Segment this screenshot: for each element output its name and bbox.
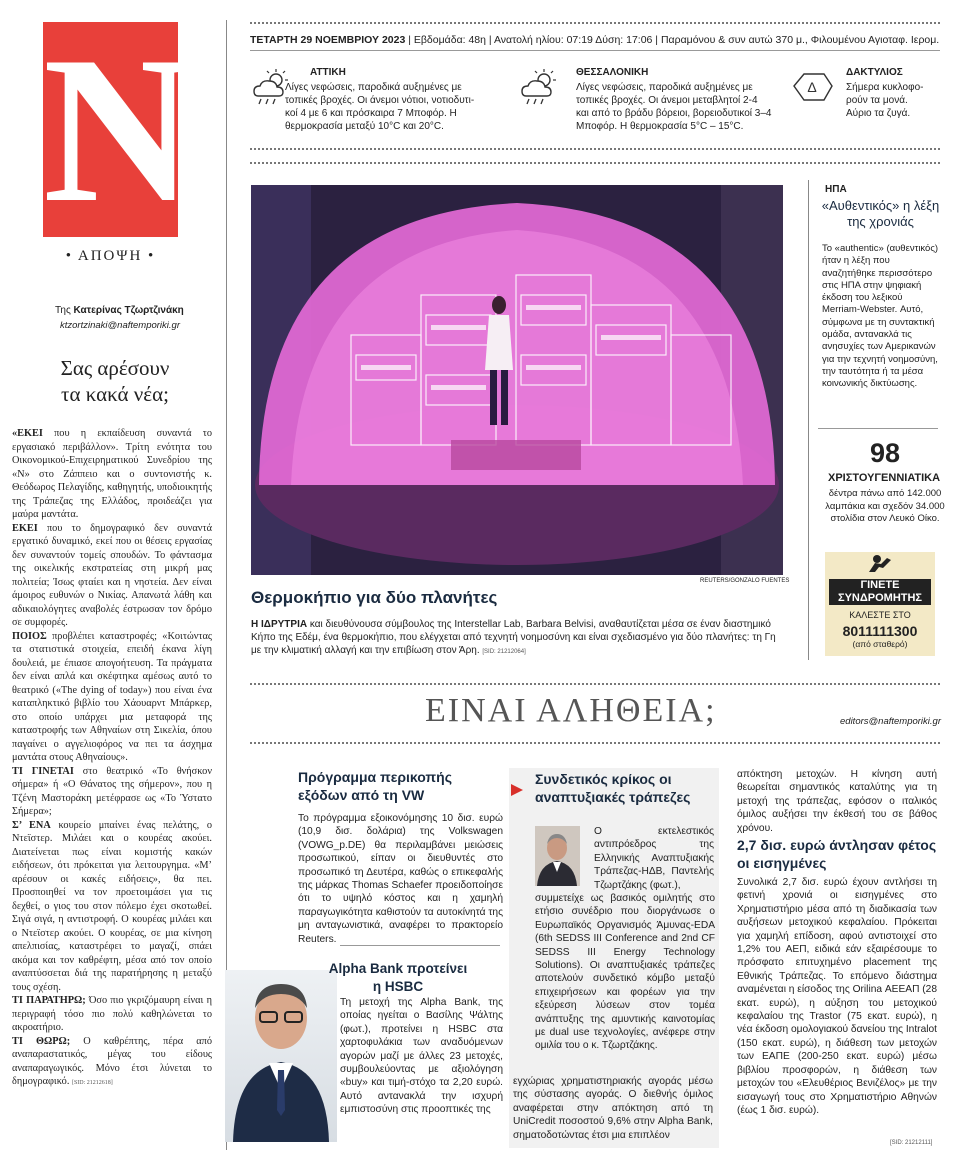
- ring-road-sign-icon: [790, 68, 834, 108]
- sidebar-divider: [808, 180, 809, 660]
- article-title: Συνδετικός κρίκος οι αναπτυξιακές τράπεζες: [535, 771, 691, 805]
- sidebar-body: Το «authentic» (αυθεντικός) ήταν η λέξη που αναζητήθηκε περισσότερο στις ΗΠΑ στην ψηφιακή έκδοση του λεξικού Merriam-Webster. Αυτό, σύμφωνα με τη συντακτική ομάδα, αντανακλά τις ανησυχίες των Αμερικανών για την τεχνητή νοημοσύνη, την ταυτότητα ή τα μέσα κοινωνικής δικτύωσης.: [822, 243, 939, 390]
- arrow-marker-icon: [509, 782, 525, 798]
- logo-letter: N: [43, 14, 195, 246]
- date: ΤΕΤΑΡΤΗ 29 ΝΟΕΜΒΡΙΟΥ 2023: [250, 34, 406, 46]
- greenhouse-dome-illustration: [251, 185, 783, 575]
- news-photo: [251, 185, 783, 575]
- ring-road-sign-letter: Δ: [807, 79, 817, 95]
- sidebar-kicker: ΗΠΑ: [825, 184, 847, 195]
- column-paragraph: ΤΙ ΠΑΡΑΤΗΡΩ; Όσο πιο γκριζόμαυρη είναι η περιγραφή τόσο πιο πολύ καθηλώνεται το ακροατήριο.: [12, 995, 212, 1033]
- portrait-photo: [535, 826, 580, 886]
- portrait-illustration: [535, 826, 580, 886]
- sidebar-number-label: ΧΡΙΣΤΟΥΓΕΝΝΙΑΤΙΚΑ: [827, 472, 941, 484]
- story-ref: [SID: 21212111]: [890, 1140, 933, 1146]
- subscribe-box[interactable]: [825, 552, 935, 656]
- photo-credit: REUTERS/GONZALO FUENTES: [700, 578, 790, 584]
- column-paragraph: «ΕΚΕΙ που η εκπαίδευση συναντά το εργασιακό περιβάλλον». Τρίτη ενότητα του Οικονομικού-Επιχειρηματικού Συνεδρίου της «Ν» στο Ζάππειο και ο συντονιστής κ. Θεόδωρος Πελαγίδης, καθηγητής, υποδιοικητής της Τράπεζας της Ελλάδος, προιδεάζει για μαύρα μαντάτα.: [12, 428, 212, 520]
- story-ref: [SID: 21212618]: [71, 1080, 113, 1086]
- subscribe-line2: ΣΥΝΔΡΟΜΗΤΗΣ: [829, 592, 931, 605]
- portrait-photo: [225, 970, 337, 1142]
- portrait-illustration: [225, 970, 337, 1142]
- section-rule: [250, 742, 940, 747]
- top-rule: [250, 22, 940, 27]
- column-body: [12, 427, 212, 1091]
- weather-rule: [250, 148, 940, 153]
- truth-email[interactable]: editors@naftemporiki.gr: [840, 716, 941, 727]
- weather-text: Λίγες νεφώσεις, παροδικά αυξημένες με τοπικές βροχές. Οι άνεμοι μεταβλητοί 2-4 και από το βράδυ βόρειοι, βορειοδυτικοί 3–4 Μποφόρ. Η θερμοκρασία 5°C – 15°C.: [576, 82, 772, 132]
- subscribe-call: ΚΑΛΕΣΤΕ ΣΤΟ: [849, 610, 911, 620]
- rain-cloud-icon: [518, 68, 562, 108]
- column-paragraph: ΠΟΙΟΣ προβλέπει καταστροφές; «Κοιτώντας τα στατιστικά στοιχεία, επειδή έκανα λίγη δουλειά, με έπιασε απογοήτευση. Τα πράγματα δεν είναι απλά και σκέφτηκα αμέσως αυτό το θεατρικό («The dying of today») που είναι ένα καταπληκτικό βιβλίο του Χάουαρντ Μπάρκερ, στο οποίο υπάρχει μια μεταφορά της καταστροφής των Αθηναίων στη Σικελία, όπου παγαίνει ο αγγελιοφόρος να πει τα άσχημα μαντάτα στους Αθηναίους».: [12, 630, 212, 763]
- photo-title: Θερμοκήπιο για δύο πλανήτες: [251, 588, 498, 607]
- newspaper-logo: [43, 14, 195, 246]
- article-body-continued: απόκτηση μετοχών. Η κίνηση αυτή θεωρείται σημαντικός καταλύτης για τη μετοχή της τράπεζας, εφόσον ο ιταλικός όμιλος αυξήσει την έκθεσή του σε βάθος χρόνου.: [737, 769, 937, 834]
- sidebar-number-text: δέντρα πάνω από 142.000 λαμπάκια και σχεδόν 34.000 στολίδια στον Λευκό Οίκο.: [825, 488, 945, 524]
- column-title-line: Σας αρέσουν: [60, 356, 170, 380]
- sidebar-rule: [818, 428, 938, 429]
- column-paragraph: ΤΙ ΘΩΡΩ; Ο καθρέπτης, πέρα από αναπαραστατικός, μέγας του είδους αναπαραγωγικός. Μόνο έτσι λύνεται το δημογραφικό. [SID: 21212618]: [12, 1035, 213, 1087]
- story-ref: [SID: 21212064]: [482, 649, 526, 655]
- dateline-info: | Εβδομάδα: 48η | Ανατολή ηλίου: 07:19 Δύση: 17:06 | Παραμόνου & συν αυτώ 370 μ., Φιλουμένου Αγιοταφ. Ιερομ.: [405, 34, 940, 46]
- weather-rule: [250, 162, 940, 167]
- sidebar-number: 98: [869, 438, 901, 468]
- subscribe-line1: ΓΙΝΕΤΕ: [829, 579, 931, 592]
- section-rule: [250, 683, 940, 688]
- dateline-rule: [250, 50, 940, 51]
- byline-prefix: Της: [55, 305, 71, 316]
- article-body: συμμετείχε ως βασικός ομιλητής στο ετήσιο συνέδριο που διοργάνωσε ο Ευρωπαϊκός Οργανισμός Άμυνας-EDA (6th SEDSS III Conference and 2nd CF SEDSS III Energy Technology Solutions). Οι αναπτυξιακές τράπεζες αποτελούν συνδετικό κόμβο μεταξύ επιχειρήσεων και φορέων για την εξεύρεση λύσεων στον τομέα ανάπτυξης της αμυντικής καινοτομίας με dual use τεχνολογίες, ανέφερε στην ομιλία του ο κ. Τζωρτζάκης.: [535, 893, 715, 1052]
- column-title-line: τα κακά νέα;: [61, 382, 169, 406]
- sidebar-title: «Αυθεντικός» η λέξη της χρονιάς: [821, 198, 940, 229]
- weather-city: ΑΤΤΙΚΗ: [310, 67, 346, 78]
- truth-section-title: ΕΙΝΑΙ ΑΛΗΘΕΙΑ;: [425, 692, 717, 729]
- photo-caption: Η ΙΔΡΥΤΡΙΑ και διευθύνουσα σύμβουλος της Interstellar Lab, Barbara Belvisi, αναθαυτίζεται μέσα σε έναν διαστημικό Κήπο της Εδέμ, ένα θερμοκήπιο, που ελέγχεται από τεχνητή νοημοσύνη και είναι σχεδιασμένο για δύο πλανήτες: τη Γη με την κλιματική αλλαγή και την επιβίωση στον Άρη. [SID: 21212064]: [251, 619, 776, 656]
- author-name: Κατερίνας Τζωρτζινάκη: [73, 305, 184, 316]
- article-body: Συνολικά 2,7 δισ. ευρώ έχουν αντλήσει τη φετινή χρονιά οι εισηγμένες στο Χρηματιστήριο μέσα από τη διαδικασία των αυξήσεων μετοχικού κεφαλαίου. Πρόκειται για χαμηλή επίδοση, αφού αντιστοιχεί στο 1,2% του ΑΕΠ, ειδικά εάν εξαιρέσουμε το πρόσφατο επιτυχημένο placement της Εθνικής Τράπεζας. Το επόμενο διάστημα αναμένεται η είσοδος της Orilina ΑΕΕΑΠ (28 εκατ. ευρώ), η αύξηση του μετοχικού κεφαλαίου της Trastor (75 εκατ. ευρώ), η νέα έκδοση ομολογιακού δανείου της Intralot (150 εκατ. ευρώ), η διάθεση των μετοχών των ΕΑΠΕ (200-250 εκατ. ευρώ) μέσω βιβλίου προσφορών, η διάθεση των μετοχών του «Ελευθέριος Βενιζέλος» με την εισαγωγή τους στο Χρηματιστήριο Αθηνών (έως 1 δισ. ευρώ).: [737, 877, 937, 1116]
- subscribe-note: (από σταθερό): [852, 639, 908, 649]
- article-body: Το πρόγραμμα εξοικονόμησης 10 δισ. ευρώ (10,9 δισ. δολάρια) της Volkswagen (VOWG_p.DE) θα περιλαμβάνει μειώσεις προσωπικού, είπαν οι διευθυντές στο προσωπικό τη Δευτέρα, καθώς ο επικεφαλής της μάρκας Thomas Schaefer προειδοποίησε ότι το υψηλό κόστος και η χαμηλή παραγωγικότητα καθιστούν τα αυτοκίνητά της μη ανταγωνιστικά, αναφέρει το πρακτορείο Reuters.: [298, 813, 503, 945]
- column-paragraph: ΕΚΕΙ που το δημογραφικό δεν συναντά εργατικό δυναμικό, εκεί που οι θέσεις εργασίας δεν συναντούν τομείς σπουδών. Το φάντασμα της οικελικής εκστρατείας στη μικρή μας πολιτεία; Ίσως φταίει και η νηστεία. Δεν είναι άμοιρος ευθυνών ο Νικίας. Απανωτά λάθη και αδικαιολόγητες αναβολές έστρωσαν τον δρόμο σε συμφορές.: [12, 522, 212, 628]
- dateline: [250, 34, 939, 46]
- author-email[interactable]: ktzortzinaki@naftemporiki.gr: [60, 320, 180, 331]
- article-body: Τη μετοχή της Alpha Bank, της οποίας ηγείται ο Βασίλης Ψάλτης (φωτ.), προτείνει η HSBC στα χαρτοφυλάκια των αναδυόμενων αγορών μαζί με άλλες 23 μετοχές, συμβουλεύοντας με αξιολόγηση «buy» και τιμή-στόχο τα 2,20 ευρώ. Αυτό αντανακλά την ισχυρή εμπιστοσύνη στις προοπτικές της: [340, 997, 503, 1116]
- section-label: • ΑΠΟΨΗ •: [65, 248, 156, 264]
- weather-city: ΘΕΣΣΑΛΟΝΙΚΗ: [576, 67, 649, 78]
- article-rule: [340, 945, 500, 946]
- column-paragraph: Σ’ ΕΝΑ κουρείο μπαίνει ένας πελάτης, ο Ντεϊστερ. Μιλάει και ο κουρέας ακούει. Διατείνεται πως είναι κομιστής κακών ειδήσεων, ότι πρόκειται για λειτουργημα. «Μ’ αρέσουν οι κακές ειδήσεις», θα πει. Προσποιηθεί να τον προετοιμάσει για τις δεχθεί, ο γιος του στον πόλεμο έχει σκοτωθεί. Σιγά σιγά, η αντιστροφή. Ο κουρέας μιλάει και ο Ντεϊστερ ακούει. Ο κουρέας, σε μια κίνηση απελπισίας, καταστρέφει το μαγαζί, σπάει ακόμα και τον καθρέφτη, μέσα από τον οποίο αναπτύσσεται διά της παρατήρησης η μεταξύ τους σχέση.: [12, 819, 212, 993]
- subscribe-phone[interactable]: 8011111300: [842, 623, 918, 639]
- byline: [55, 305, 184, 316]
- article-body-continued: εγχώριας χρηματιστηριακής αγοράς μέσω της σύστασης αγοράς. Ο διεθνής όμιλος αναφέρεται στην απόκτηση από τη UniCredit ποσοστού 9,6% στην Alpha Bank, σηματοδοτώντας έτσι μια επιπλέον: [513, 1076, 713, 1141]
- weather-text: Σήμερα κυκλοφο- ρούν τα μονά. Αύριο τα ζυγά.: [846, 82, 924, 119]
- article-title: Alpha Bank προτείνει η HSBC: [328, 961, 468, 994]
- article-body: Ο εκτελεστικός αντιπρόεδρος της Ελληνικής Αναπτυξιακής Τράπεζας-ΗΔΒ, Παντελής Τζωρτζάκης (φωτ.),: [594, 826, 714, 891]
- article-title: 2,7 δισ. ευρώ άντλησαν φέτος οι εισηγμένες: [737, 837, 937, 871]
- article-title: Πρόγραμμα περικοπής εξόδων από τη VW: [298, 769, 452, 803]
- weather-text: Λίγες νεφώσεις, παροδικά αυξημένες με τοπικές βροχές. Οι άνεμοι νότιοι, νοτιοδυτι- κοί 4 με 6 και πρόσκαιρα 7 Μποφόρ. Η θερμοκρασία μεταξύ 10°C και 20°C.: [285, 82, 475, 132]
- column-paragraph: ΤΙ ΓΙΝΕΤΑΙ στο θεατρικό «Το θνήσκον σήμερα» ή «Ο Θάνατος της σήμερον», που η Τζένη Μαστοράκη μετέφρασε ως «Το Ύστατο Σήμερα»;: [12, 765, 212, 817]
- weather-city: ΔΑΚΤΥΛΙΟΣ: [846, 67, 903, 78]
- column-title: [15, 355, 215, 407]
- reader-icon: [865, 554, 895, 574]
